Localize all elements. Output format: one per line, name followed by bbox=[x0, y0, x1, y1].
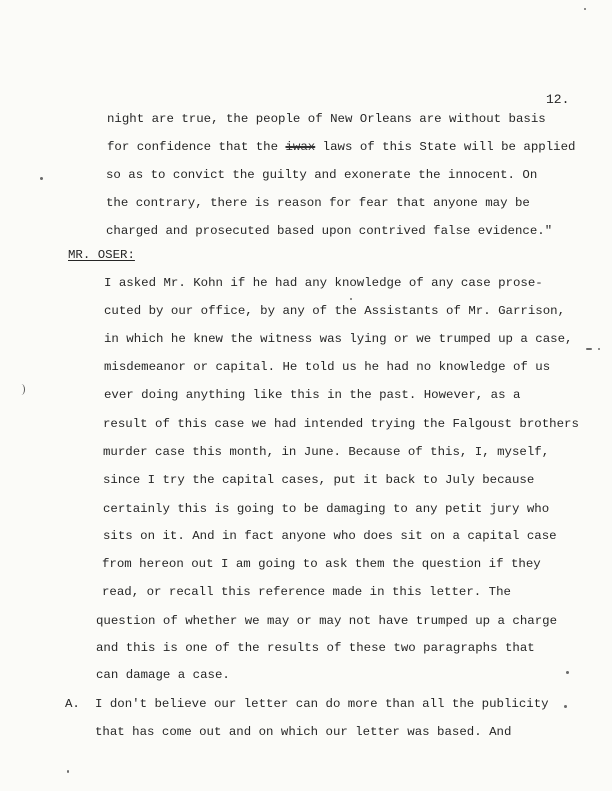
quote-line bbox=[107, 140, 575, 155]
testimony-line: result of this case we had intended trying the Falgoust brothers bbox=[103, 417, 579, 431]
quote-line: the contrary, there is reason for fear that anyone may be bbox=[106, 196, 530, 210]
answer-line: I don't believe our letter can do more than all the publicity bbox=[95, 697, 549, 711]
scan-speck bbox=[564, 705, 567, 708]
quote-line: so as to convict the guilty and exonerate the innocent. On bbox=[106, 168, 538, 182]
testimony-line: read, or recall this reference made in this letter. The bbox=[102, 585, 511, 599]
scan-speck bbox=[67, 770, 69, 773]
speaker-label: MR. OSER: bbox=[68, 248, 135, 262]
scan-speck bbox=[586, 348, 592, 350]
scan-speck bbox=[598, 348, 600, 350]
scan-speck bbox=[18, 384, 25, 395]
scan-speck bbox=[350, 298, 352, 300]
quote-line: night are true, the people of New Orleans are without basis bbox=[107, 112, 546, 126]
quote-line: charged and prosecuted based upon contrived false evidence." bbox=[106, 224, 553, 238]
testimony-line: question of whether we may or may not have trumped up a charge bbox=[96, 614, 558, 628]
testimony-line: and this is one of the results of these two paragraphs that bbox=[96, 641, 535, 655]
testimony-line: sits on it. And in fact anyone who does sit on a capital case bbox=[103, 529, 557, 543]
testimony-line: murder case this month, in June. Because of this, I, myself, bbox=[103, 445, 550, 459]
testimony-line: can damage a case. bbox=[96, 668, 230, 682]
testimony-line: since I try the capital cases, put it back to July because bbox=[103, 473, 535, 487]
quote-line-text: laws of this State will be applied bbox=[315, 140, 576, 154]
testimony-line: from hereon out I am going to ask them the question if they bbox=[102, 557, 541, 571]
testimony-line: cuted by our office, by any of the Assistants of Mr. Garrison, bbox=[104, 304, 566, 318]
testimony-line: misdemeanor or capital. He told us he had no knowledge of us bbox=[104, 360, 551, 374]
testimony-line: in which he knew the witness was lying or we trumped up a case, bbox=[104, 332, 573, 346]
quote-line-text: for confidence that the bbox=[107, 140, 286, 154]
testimony-line: I asked Mr. Kohn if he had any knowledge of any case prose- bbox=[104, 276, 543, 290]
testimony-line: ever doing anything like this in the past. However, as a bbox=[104, 388, 521, 402]
scan-speck bbox=[566, 671, 569, 674]
struck-out-word: iwax bbox=[285, 140, 316, 154]
answer-line: that has come out and on which our letter was based. And bbox=[95, 725, 512, 739]
scan-speck bbox=[584, 8, 586, 10]
scan-speck bbox=[40, 177, 43, 180]
page-number: 12. bbox=[546, 92, 570, 107]
testimony-line: certainly this is going to be damaging to any petit jury who bbox=[103, 502, 550, 516]
answer-label: A. bbox=[65, 697, 80, 711]
